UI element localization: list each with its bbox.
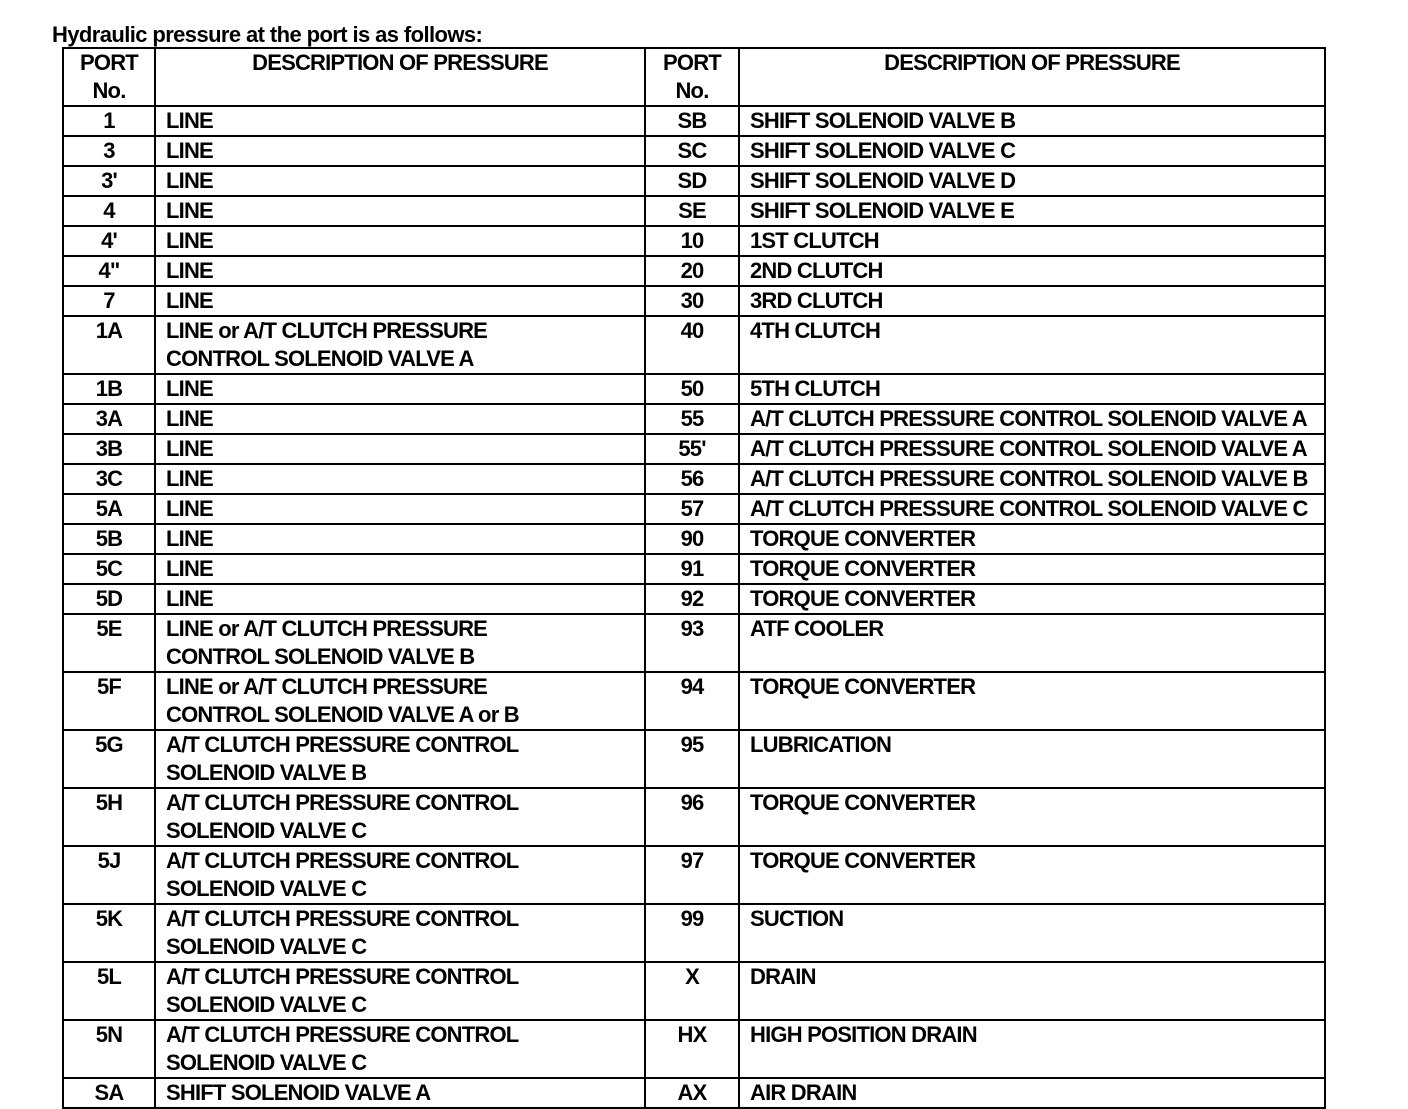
description-line: SUCTION: [750, 906, 844, 931]
description-line: LINE: [166, 586, 213, 611]
table-row: [63, 524, 1325, 554]
header-row: [63, 48, 1325, 106]
port-number-cell: 5G: [63, 730, 155, 788]
port-number-cell: 1: [63, 106, 155, 136]
port-number-cell: SB: [645, 106, 739, 136]
description-line: LINE: [166, 108, 213, 133]
table-row: [63, 1078, 1325, 1108]
port-pressure-table: [62, 47, 1326, 1109]
description-line: TORQUE CONVERTER: [750, 556, 976, 581]
description-line: SHIFT SOLENOID VALVE E: [750, 198, 1014, 223]
description-line: ATF COOLER: [750, 616, 884, 641]
pressure-description-cell: [155, 136, 645, 166]
pressure-description-cell: [155, 788, 645, 846]
header-port-label: PORT: [80, 50, 138, 75]
pressure-description-cell: [155, 286, 645, 316]
pressure-description-cell: [739, 166, 1325, 196]
pressure-description-cell: [739, 730, 1325, 788]
description-line: LINE: [166, 138, 213, 163]
description-line: LINE: [166, 258, 213, 283]
pressure-description-cell: [739, 494, 1325, 524]
port-number-cell: 99: [645, 904, 739, 962]
table-row: [63, 106, 1325, 136]
table-row: [63, 494, 1325, 524]
port-number-cell: AX: [645, 1078, 739, 1108]
pressure-description-cell: [739, 1020, 1325, 1078]
pressure-description-cell: [155, 904, 645, 962]
description-line: SHIFT SOLENOID VALVE D: [750, 168, 1016, 193]
description-line: A/T CLUTCH PRESSURE CONTROL: [166, 848, 519, 873]
description-line: SOLENOID VALVE C: [166, 992, 367, 1017]
pressure-description-cell: [155, 404, 645, 434]
port-number-cell: 3B: [63, 434, 155, 464]
port-number-cell: 95: [645, 730, 739, 788]
description-line: LINE: [166, 376, 213, 401]
port-number-cell: 5L: [63, 962, 155, 1020]
description-line: A/T CLUTCH PRESSURE CONTROL SOLENOID VALVE A: [750, 406, 1307, 431]
port-number-cell: 10: [645, 226, 739, 256]
port-number-cell: 7: [63, 286, 155, 316]
port-number-cell: 90: [645, 524, 739, 554]
pressure-description-cell: [155, 1078, 645, 1108]
description-line: SOLENOID VALVE C: [166, 876, 367, 901]
pressure-description-cell: [739, 404, 1325, 434]
port-number-cell: HX: [645, 1020, 739, 1078]
pressure-description-cell: [739, 524, 1325, 554]
table-row: [63, 672, 1325, 730]
pressure-description-cell: [739, 554, 1325, 584]
pressure-description-cell: [739, 226, 1325, 256]
pressure-description-cell: [739, 374, 1325, 404]
pressure-description-cell: [155, 464, 645, 494]
description-line: LINE: [166, 436, 213, 461]
port-number-cell: 5C: [63, 554, 155, 584]
description-line: TORQUE CONVERTER: [750, 526, 976, 551]
description-line: LINE or A/T CLUTCH PRESSURE: [166, 616, 488, 641]
table-row: [63, 226, 1325, 256]
port-number-cell: 5D: [63, 584, 155, 614]
pressure-description-cell: [155, 1020, 645, 1078]
header-description-label: DESCRIPTION OF PRESSURE: [252, 50, 548, 75]
pressure-description-cell: [739, 286, 1325, 316]
description-line: 4TH CLUTCH: [750, 318, 881, 343]
port-number-cell: 5H: [63, 788, 155, 846]
description-line: SOLENOID VALVE C: [166, 818, 367, 843]
pressure-description-cell: [155, 554, 645, 584]
table-row: [63, 554, 1325, 584]
port-number-cell: 94: [645, 672, 739, 730]
port-number-cell: 3A: [63, 404, 155, 434]
port-number-cell: 5N: [63, 1020, 155, 1078]
port-number-cell: 57: [645, 494, 739, 524]
table-row: [63, 788, 1325, 846]
table-row: [63, 904, 1325, 962]
pressure-description-cell: [155, 730, 645, 788]
description-line: A/T CLUTCH PRESSURE CONTROL SOLENOID VALVE A: [750, 436, 1307, 461]
description-line: A/T CLUTCH PRESSURE CONTROL: [166, 964, 519, 989]
table-row: [63, 730, 1325, 788]
table-row: [63, 962, 1325, 1020]
description-line: LINE: [166, 466, 213, 491]
header-description-right: [739, 48, 1325, 106]
description-line: TORQUE CONVERTER: [750, 790, 976, 815]
pressure-description-cell: [155, 846, 645, 904]
description-line: LINE: [166, 288, 213, 313]
pressure-description-cell: [155, 614, 645, 672]
description-line: 2ND CLUTCH: [750, 258, 883, 283]
port-number-cell: 30: [645, 286, 739, 316]
port-number-cell: 5K: [63, 904, 155, 962]
port-number-cell: 5E: [63, 614, 155, 672]
port-number-cell: 3: [63, 136, 155, 166]
pressure-description-cell: [739, 464, 1325, 494]
table-row: [63, 1020, 1325, 1078]
port-number-cell: 4": [63, 256, 155, 286]
description-line: LINE: [166, 556, 213, 581]
pressure-description-cell: [155, 256, 645, 286]
description-line: LUBRICATION: [750, 732, 892, 757]
port-number-cell: 40: [645, 316, 739, 374]
pressure-description-cell: [739, 434, 1325, 464]
table-body: [63, 106, 1325, 1108]
port-number-cell: 20: [645, 256, 739, 286]
port-number-cell: 92: [645, 584, 739, 614]
description-line: LINE or A/T CLUTCH PRESSURE: [166, 674, 488, 699]
pressure-description-cell: [739, 672, 1325, 730]
pressure-description-cell: [739, 846, 1325, 904]
header-description-label: DESCRIPTION OF PRESSURE: [884, 50, 1180, 75]
description-line: LINE: [166, 406, 213, 431]
port-number-cell: 56: [645, 464, 739, 494]
port-number-cell: 5A: [63, 494, 155, 524]
description-line: SOLENOID VALVE C: [166, 934, 367, 959]
pressure-description-cell: [155, 106, 645, 136]
pressure-description-cell: [739, 256, 1325, 286]
description-line: CONTROL SOLENOID VALVE A: [166, 346, 474, 371]
table-caption: Hydraulic pressure at the port is as follows:: [52, 22, 483, 47]
description-line: HIGH POSITION DRAIN: [750, 1022, 977, 1047]
pressure-description-cell: [739, 614, 1325, 672]
description-line: LINE: [166, 526, 213, 551]
pressure-description-cell: [155, 962, 645, 1020]
port-number-cell: SD: [645, 166, 739, 196]
table-row: [63, 136, 1325, 166]
header-port-left: [63, 48, 155, 106]
description-line: SHIFT SOLENOID VALVE C: [750, 138, 1016, 163]
port-number-cell: 5B: [63, 524, 155, 554]
port-number-cell: 97: [645, 846, 739, 904]
header-description-left: [155, 48, 645, 106]
description-line: SHIFT SOLENOID VALVE B: [750, 108, 1016, 133]
header-port-label: PORT: [663, 50, 721, 75]
header-no-label: No.: [92, 78, 126, 103]
header-port-right: [645, 48, 739, 106]
description-line: A/T CLUTCH PRESSURE CONTROL: [166, 1022, 519, 1047]
description-line: CONTROL SOLENOID VALVE A or B: [166, 702, 519, 727]
pressure-description-cell: [155, 196, 645, 226]
description-line: LINE: [166, 496, 213, 521]
port-number-cell: 5J: [63, 846, 155, 904]
port-number-cell: 55': [645, 434, 739, 464]
port-number-cell: SE: [645, 196, 739, 226]
pressure-description-cell: [155, 166, 645, 196]
port-number-cell: 1B: [63, 374, 155, 404]
pressure-description-cell: [155, 226, 645, 256]
description-line: A/T CLUTCH PRESSURE CONTROL: [166, 732, 519, 757]
description-line: A/T CLUTCH PRESSURE CONTROL: [166, 906, 519, 931]
description-line: SOLENOID VALVE B: [166, 760, 367, 785]
port-number-cell: 93: [645, 614, 739, 672]
table-row: [63, 584, 1325, 614]
port-number-cell: 1A: [63, 316, 155, 374]
port-number-cell: 96: [645, 788, 739, 846]
description-line: AIR DRAIN: [750, 1080, 857, 1105]
description-line: SOLENOID VALVE C: [166, 1050, 367, 1075]
pressure-description-cell: [155, 316, 645, 374]
port-number-cell: X: [645, 962, 739, 1020]
pressure-description-cell: [155, 494, 645, 524]
port-number-cell: 91: [645, 554, 739, 584]
description-line: A/T CLUTCH PRESSURE CONTROL SOLENOID VALVE B: [750, 466, 1308, 491]
table-row: [63, 286, 1325, 316]
description-line: SHIFT SOLENOID VALVE A: [166, 1080, 431, 1105]
pressure-description-cell: [155, 434, 645, 464]
pressure-description-cell: [739, 1078, 1325, 1108]
port-number-cell: 3C: [63, 464, 155, 494]
pressure-description-cell: [739, 788, 1325, 846]
description-line: A/T CLUTCH PRESSURE CONTROL SOLENOID VALVE C: [750, 496, 1308, 521]
table-row: [63, 614, 1325, 672]
pressure-description-cell: [155, 374, 645, 404]
port-number-cell: SA: [63, 1078, 155, 1108]
description-line: 1ST CLUTCH: [750, 228, 879, 253]
pressure-description-cell: [739, 106, 1325, 136]
table-row: [63, 374, 1325, 404]
table-row: [63, 404, 1325, 434]
port-number-cell: SC: [645, 136, 739, 166]
table-row: [63, 434, 1325, 464]
port-number-cell: 4': [63, 226, 155, 256]
port-number-cell: 3': [63, 166, 155, 196]
description-line: TORQUE CONVERTER: [750, 586, 976, 611]
table-row: [63, 464, 1325, 494]
table-row: [63, 166, 1325, 196]
pressure-description-cell: [739, 136, 1325, 166]
port-number-cell: 50: [645, 374, 739, 404]
description-line: TORQUE CONVERTER: [750, 848, 976, 873]
pressure-description-cell: [739, 196, 1325, 226]
table-row: [63, 196, 1325, 226]
description-line: LINE or A/T CLUTCH PRESSURE: [166, 318, 488, 343]
table-row: [63, 316, 1325, 374]
pressure-description-cell: [155, 672, 645, 730]
table-row: [63, 846, 1325, 904]
pressure-description-cell: [739, 316, 1325, 374]
description-line: CONTROL SOLENOID VALVE B: [166, 644, 475, 669]
description-line: LINE: [166, 228, 213, 253]
description-line: 3RD CLUTCH: [750, 288, 883, 313]
pressure-description-cell: [155, 524, 645, 554]
description-line: LINE: [166, 198, 213, 223]
port-number-cell: 5F: [63, 672, 155, 730]
description-line: A/T CLUTCH PRESSURE CONTROL: [166, 790, 519, 815]
pressure-description-cell: [739, 962, 1325, 1020]
pressure-description-cell: [155, 584, 645, 614]
port-number-cell: 4: [63, 196, 155, 226]
description-line: LINE: [166, 168, 213, 193]
description-line: TORQUE CONVERTER: [750, 674, 976, 699]
pressure-description-cell: [739, 584, 1325, 614]
header-no-label: No.: [675, 78, 709, 103]
description-line: 5TH CLUTCH: [750, 376, 881, 401]
pressure-description-cell: [739, 904, 1325, 962]
table-row: [63, 256, 1325, 286]
port-number-cell: 55: [645, 404, 739, 434]
description-line: DRAIN: [750, 964, 816, 989]
